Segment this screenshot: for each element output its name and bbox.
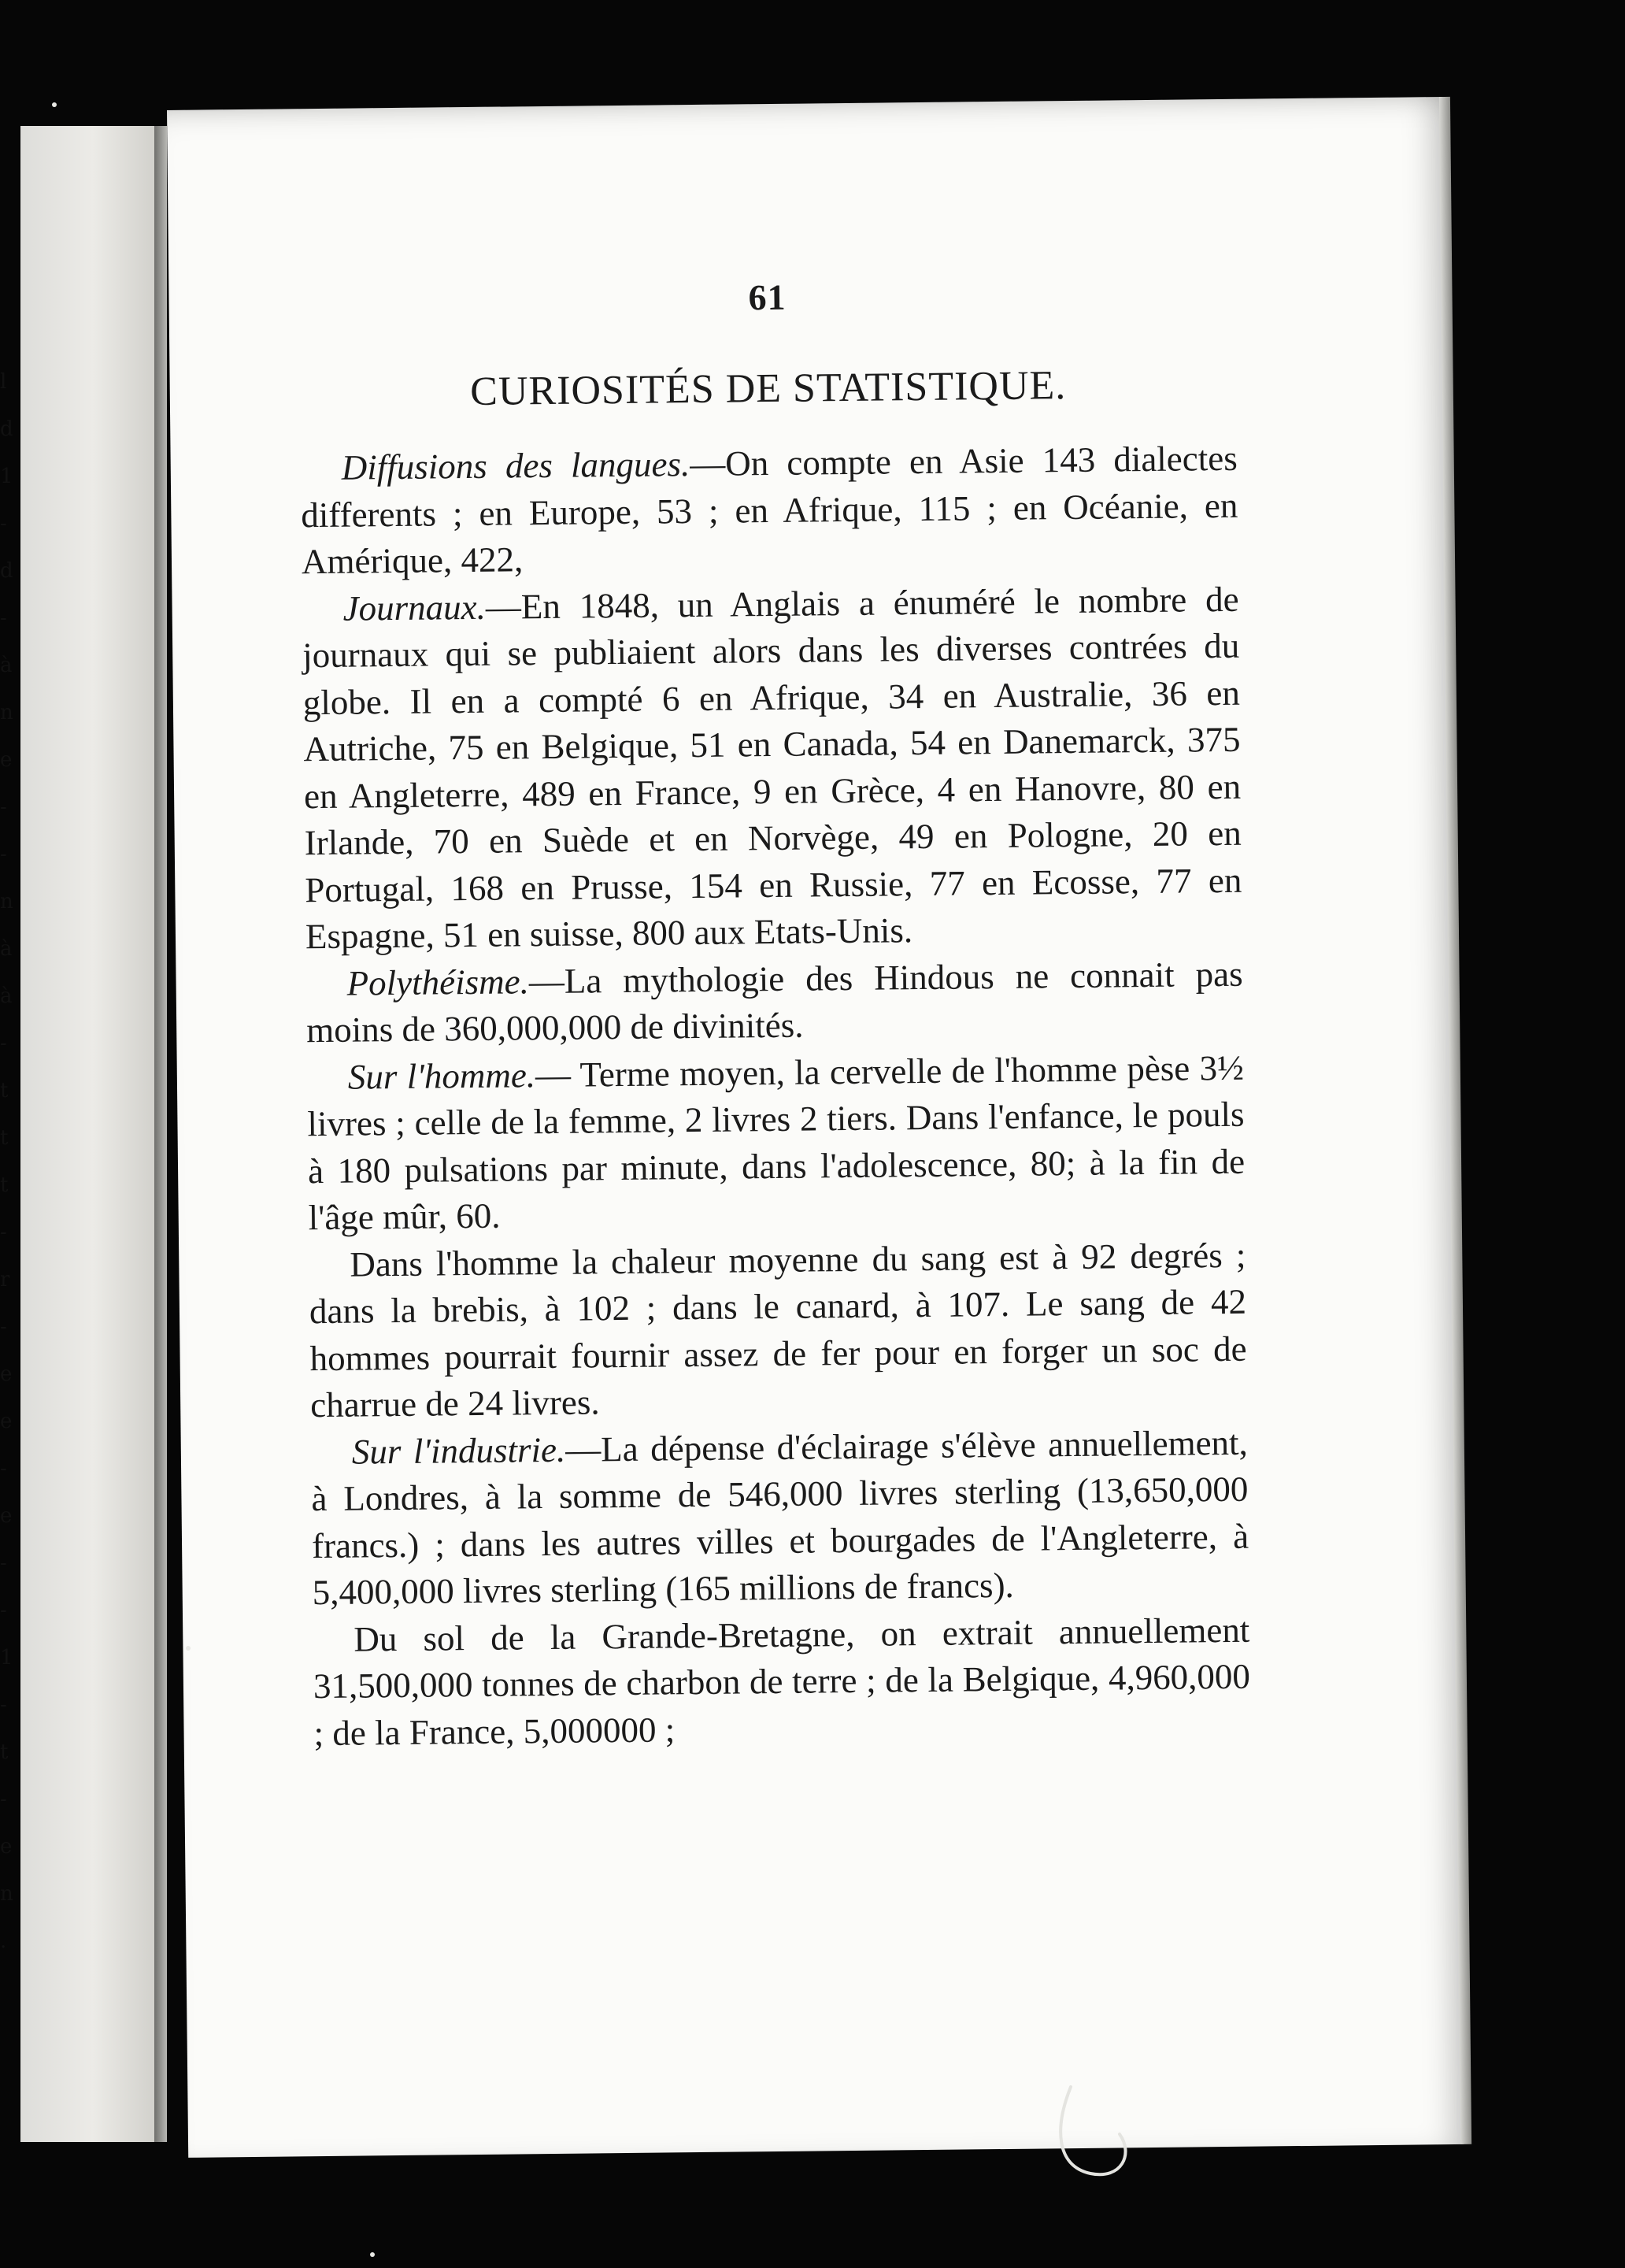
paragraph-sur-l-homme [307,1044,1246,1241]
facing-page-glyph: e [0,1504,13,1528]
facing-page-glyph: - [0,1551,7,1575]
facing-page-glyph: - [0,1315,7,1339]
paragraph-body: — Terme moyen, la cervelle de l'homme pèse 3½ livres ; celle de la femme, 2 livres 2 tiers. Dans l'enfance, le pouls à 180 pulsations par minute, dans l'adolescence, 80; à la fin de l'âge mûr, 60. [307,1047,1246,1238]
facing-page-glyph: e [0,1410,13,1433]
facing-page-glyph: - [0,1457,7,1480]
page-text-block [298,269,1251,1757]
paragraph-journaux [302,576,1242,960]
paragraph-lead: Diffusions des langues. [341,444,690,487]
page-number: 61 [748,276,787,318]
section-title: CURIOSITÉS DE STATISTIQUE. [469,362,1067,414]
facing-page-glyph: - [0,1221,7,1244]
facing-page-glyph: t [0,1740,9,1764]
facing-page-glyph: d [0,559,13,583]
facing-page-glyph: - [0,1599,7,1622]
scan-speck [52,102,57,107]
paragraph-lead: Sur l'homme. [347,1054,536,1097]
facing-page-glyph: e [0,1835,13,1858]
paragraph-body: —La mythologie des Hindous ne connait pas moins de 360,000,000 de divinités. [305,954,1243,1051]
paragraph-body: —On compte en Asie 143 dialectes differents ; en Europe, 53 ; en Afrique, 115 ; en Océanie, en Amérique, 422, [301,438,1238,582]
paragraph-charbon-de-terre [313,1606,1251,1757]
facing-page-glyph: n [0,890,13,914]
paragraph-body: Dans l'homme la chaleur moyenne du sang est à 92 degrés ; dans la brebis, à 102 ; dans le canard, à 107. Le sang de 42 hommes pourrait fournir assez de fer pour en forger un soc de charrue de 24 livres. [309,1235,1247,1425]
facing-page-glyph: d [0,417,13,441]
facing-page-glyph: - [0,606,7,630]
paragraph-polytheisme [305,951,1243,1054]
facing-page-cropped-text [0,126,20,2142]
paragraph-lead: Polythéisme. [346,961,530,1003]
paragraph-lead: Sur l'industrie. [351,1429,566,1472]
paragraph-body: Du sol de la Grande-Bretagne, on extrait annuellement 31,500,000 tonnes de charbon de terre ; de la Belgique, 4,960,000 ; de la France, 5,000000 ; [313,1610,1251,1753]
facing-page-glyph: - [0,795,7,819]
scan-speck [186,1646,191,1651]
facing-page-edge [0,126,154,2142]
paragraph-sur-l-industrie [311,1419,1249,1616]
book-page [167,97,1464,2158]
facing-page-glyph: t [0,1079,9,1102]
book-gutter [154,126,167,2142]
facing-page-glyph: à [0,937,13,961]
facing-page-glyph: - [0,512,7,536]
facing-page-glyph: - [0,1032,7,1055]
facing-page-glyph: - [0,1788,7,1811]
facing-page-glyph: à [0,984,13,1008]
paragraph-diffusions-des-langues [300,435,1238,586]
facing-page-glyph: t [0,1173,9,1197]
paragraph-body: —En 1848, un Anglais a énuméré le nombre de journaux qui se publiaient alors dans les diverses contrées du globe. Il en a compté 6 en Afrique, 34 en Australie, 36 en Autriche, 75 en Belgique, 51 en Canada, 54 en Danemarck, 375 en Angleterre, 489 en France, 9 en Grèce, 4 en Hanovre, 80 en Irlande, 70 en Suède et en Norvège, 49 en Pologne, 20 en Portugal, 168 en Prusse, 154 en Russie, 77 en Ecosse, 77 en Espagne, 51 en suisse, 800 aux Etats-Unis. [302,579,1242,957]
facing-page-glyph: 1 [0,1646,13,1670]
facing-page-glyph: t [0,1126,9,1150]
page-edge-shadow [1439,97,1471,2144]
facing-page-glyph: à [0,654,13,677]
paragraph-body: —La dépense d'éclairage s'élève annuellement, à Londres, à la somme de 546,000 livres sterling (13,650,000 francs.) ; dans les autres villes et bourgades de l'Angleterre, à 5,400,000 livres sterling (165 millions de francs). [311,1422,1249,1613]
facing-page-glyph: n [0,701,13,724]
paragraph-lead: Journaux. [342,587,487,628]
facing-page-glyph: e [0,748,13,772]
facing-page-glyph: l [0,370,7,394]
facing-page-glyph: r [0,1268,10,1292]
facing-page-glyph: - [0,843,7,866]
facing-page-glyph: e [0,1362,13,1386]
paragraph-chaleur-du-sang [309,1232,1247,1429]
scan-speck [370,2252,375,2257]
facing-page-glyph: - [0,1693,7,1717]
facing-page-glyph: 1 [0,465,13,488]
facing-page-glyph: . [0,1929,7,1953]
facing-page-glyph: n [0,1882,13,1906]
scan-artifact-loop-icon [1047,2079,1142,2189]
